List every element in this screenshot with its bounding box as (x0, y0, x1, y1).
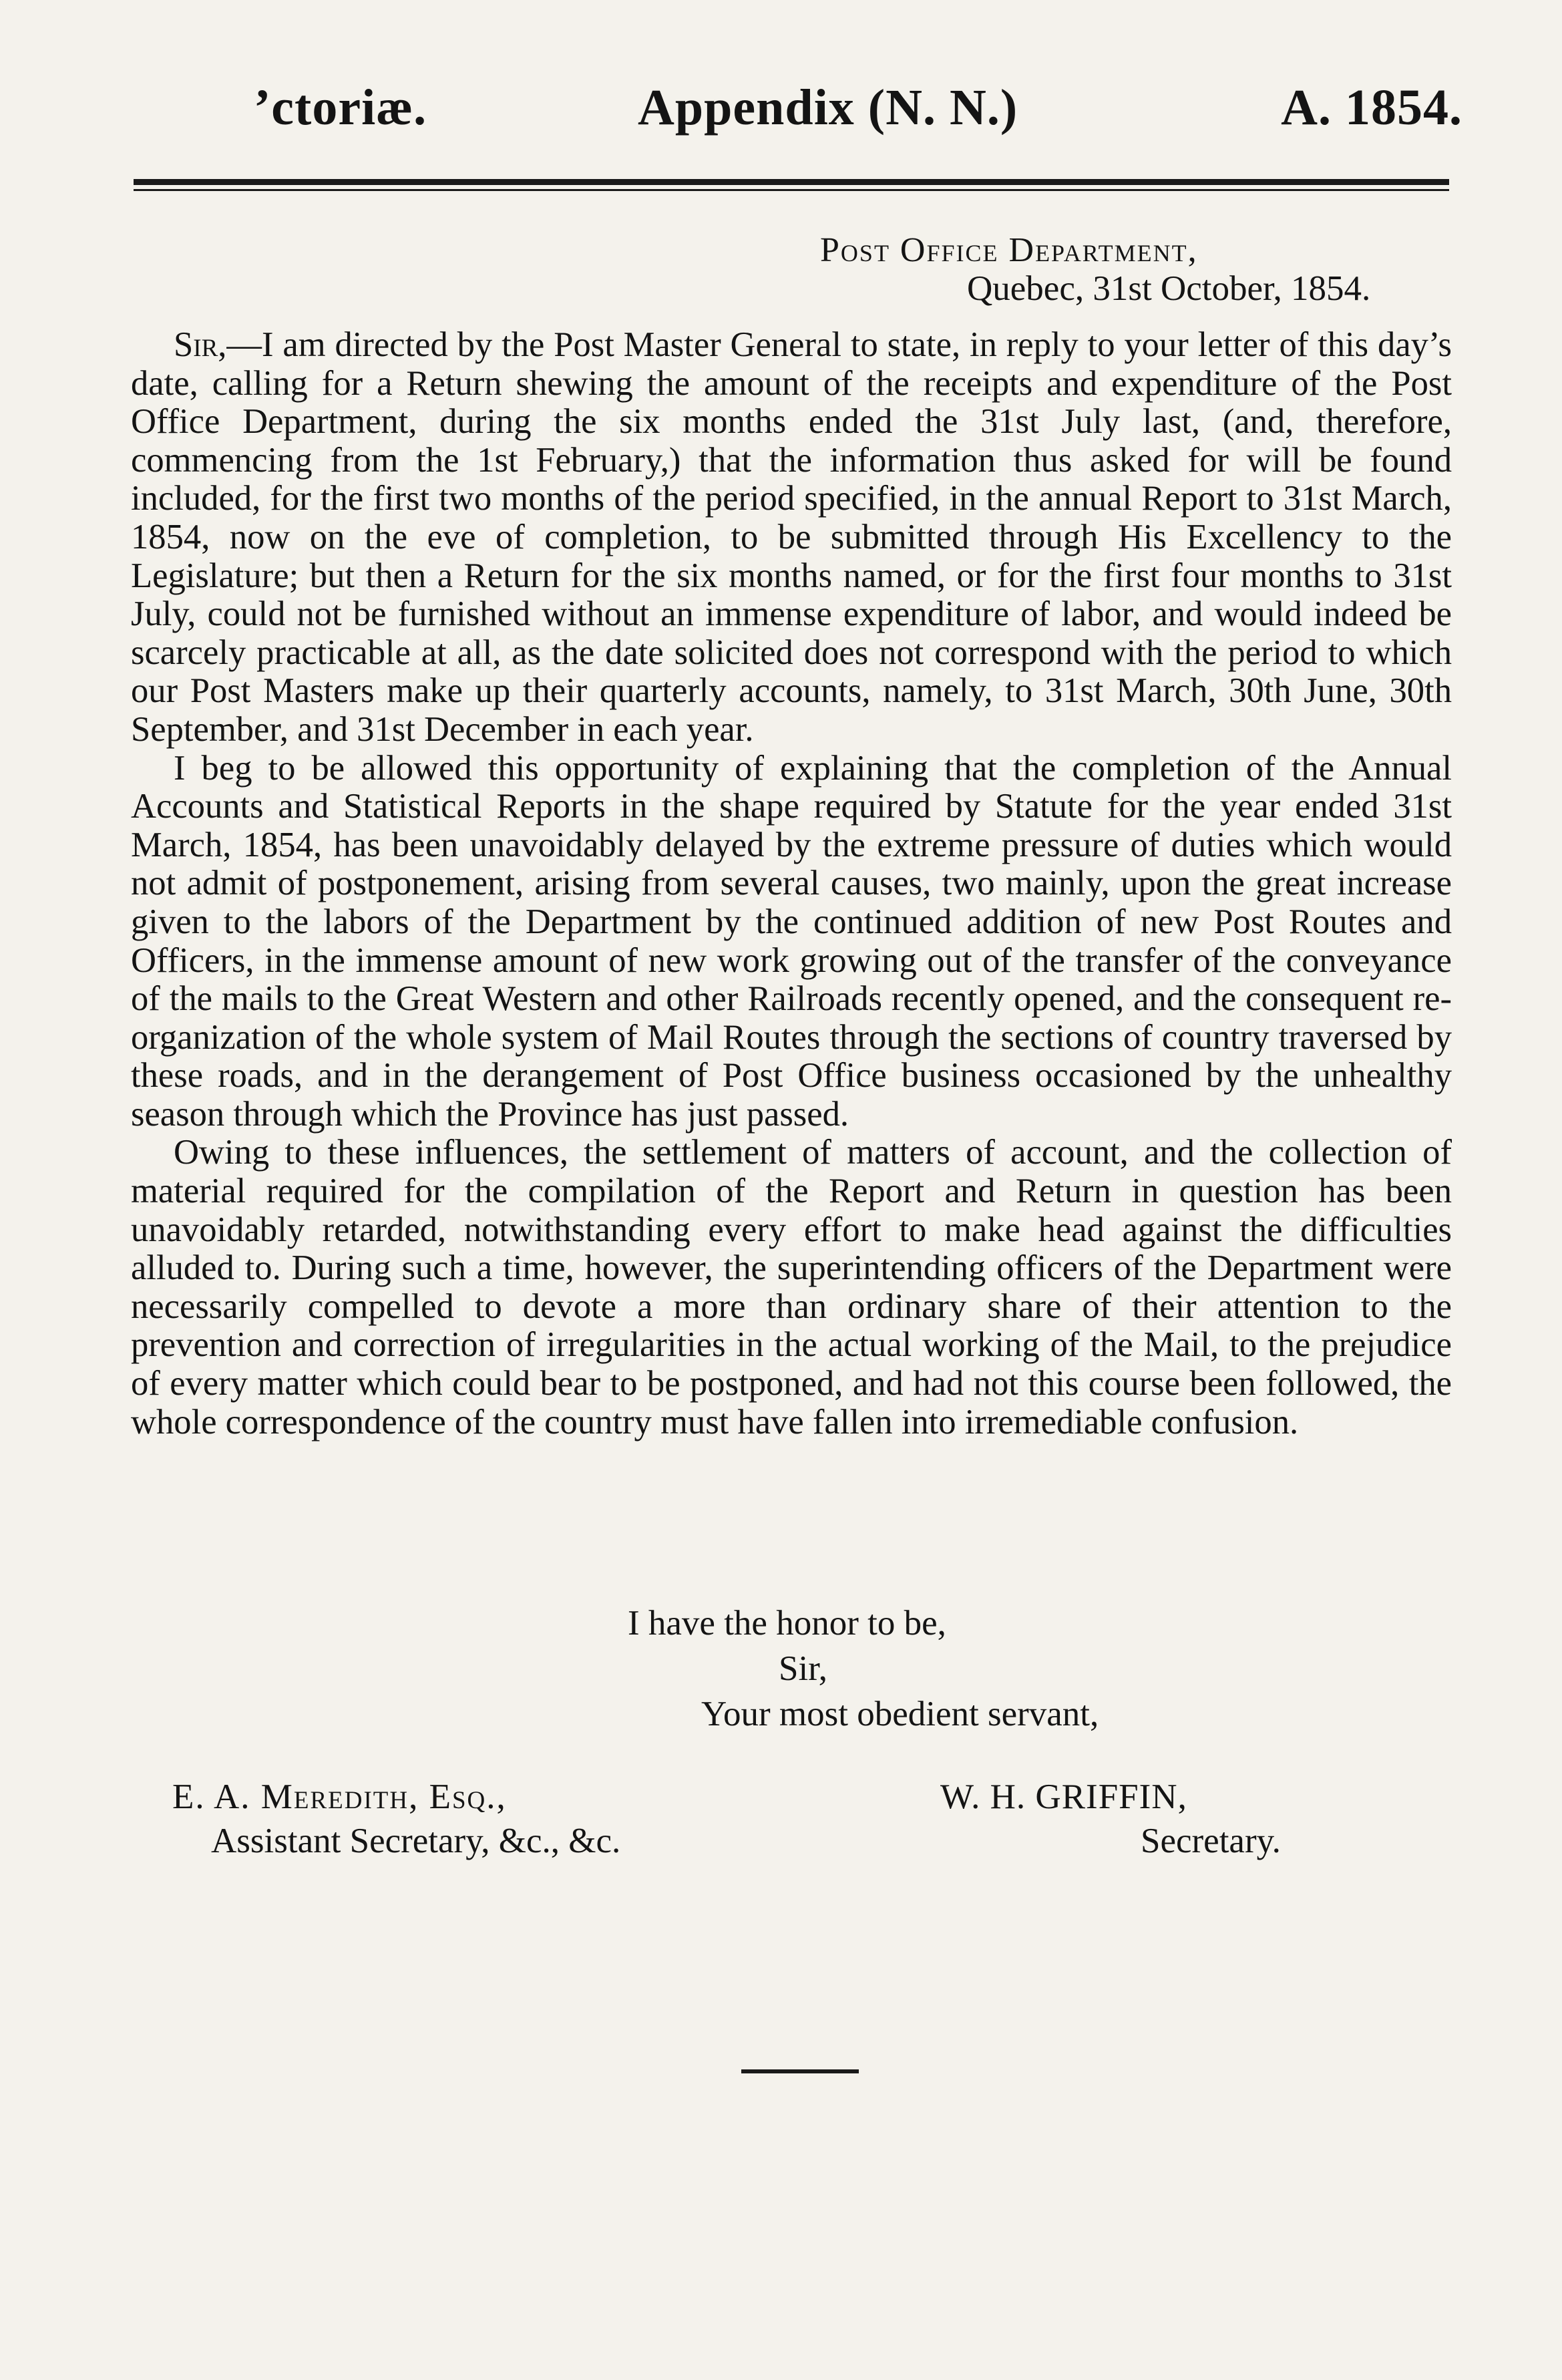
letter-department: Post Office Department, (820, 231, 1198, 269)
closing-line-3: Your most obedient servant, (701, 1695, 1099, 1733)
header-rule-thin (134, 189, 1449, 191)
salutation: Sir, (174, 325, 227, 364)
header-year: A. 1854. (1281, 79, 1462, 136)
letter-body (131, 326, 1452, 1441)
paragraph-2: I beg to be allowed this opportunity of explaining that the completion of the Annual Accounts and Statistical Reports in the shape required by Statute for the year ended 31st March, 1854, has been unavoidably delayed by the extreme pressure of duties which would not admit of postponement, arising from several causes, two mainly, upon the great increase given to the labors of the Department by the continued addition of new Post Routes and Officers, in the immense amount of new work growing out of the transfer of the conveyance of the mails to the Great Western and other Railroads recently opened, and the consequent re-organization of the whole system of Mail Routes through the sections of country traversed by these roads, and in the derangement of Post Office business occasioned by the unhealthy season through which the Province has just passed. (131, 748, 1452, 1134)
closing-line-2: Sir, (779, 1649, 827, 1688)
signer-title: Secretary. (1141, 1822, 1281, 1860)
letter-place-date: Quebec, 31st October, 1854. (967, 269, 1371, 308)
header-rule-thick (134, 179, 1449, 185)
running-header (254, 79, 1462, 152)
end-rule (741, 2069, 859, 2073)
paragraph-1-text: —I am directed by the Post Master General to state, in reply to your letter of this day’s date, calling for a Return shewing the amount of the receipts and expenditure of the Post Office Department, during the six months ended the 31st July last, (and, therefore, commencing from the 1st February,) that the information thus asked for will be found included, for the first two months of the period specified, in the annual Report to 31st March, 1854, now on the eve of completion, to be submitted through His Excellency to the Legislature; but then a Return for the six months named, or for the first four months to 31st July, could not be furnished without an immense expenditure of labor, and would indeed be scarcely practicable at all, as the date solicited does not correspond with the period to which our Post Masters make up their quarterly accounts, namely, to 31st March, 30th June, 30th September, and 31st December in each year. (131, 325, 1452, 749)
header-left: ’ctoriæ. (254, 79, 427, 136)
closing-line-1: I have the honor to be, (628, 1604, 946, 1643)
header-title: Appendix (N. N.) (638, 79, 1018, 136)
addressee-name: E. A. Meredith, Esq., (172, 1777, 507, 1816)
paragraph-1 (131, 326, 1452, 749)
paragraph-3: Owing to these influences, the settlement of matters of account, and the collection of material required for the compilation of the Report and Return in question has been unavoidably retarded, notwithstanding every effort to make head against the difficulties alluded to. During such a time, however, the superintending officers of the Department were necessarily compelled to devote a more than ordinary share of their attention to the prevention and correction of irregularities in the actual working of the Mail, to the prejudice of every matter which could bear to be postponed, and had not this course been followed, the whole correspondence of the country must have fallen into irremediable confusion. (131, 1133, 1452, 1441)
addressee-title: Assistant Secretary, &c., &c. (211, 1822, 621, 1860)
signer-name: W. H. GRIFFIN, (940, 1777, 1187, 1816)
